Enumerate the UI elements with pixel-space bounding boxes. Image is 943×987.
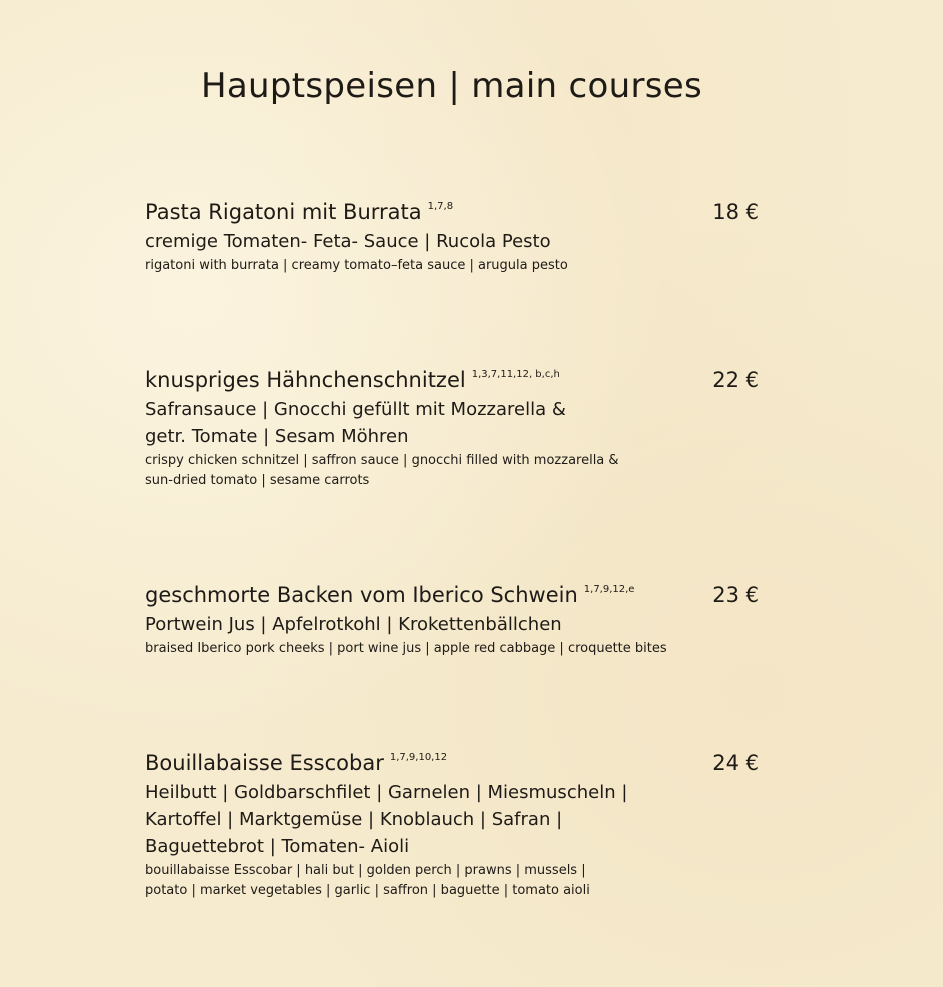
menu-item-bouillabaisse — [145, 749, 765, 901]
dish-description-en: rigatoni with burrata | creamy tomato–feta sauce | arugula pesto — [145, 258, 568, 273]
dish-description-de: cremige Tomaten- Feta- Sauce | Rucola Pesto — [145, 231, 551, 252]
dish-description-de: Safransauce | Gnocchi gefüllt mit Mozzarella & getr. Tomate | Sesam Möhren — [145, 399, 566, 447]
dish-price: 18 € — [712, 200, 759, 224]
menu-item-pasta-rigatoni — [145, 198, 765, 276]
allergen-codes: 1,7,8 — [427, 201, 454, 212]
dish-description-de: Portwein Jus | Apfelrotkohl | Krokettenbällchen — [145, 614, 562, 635]
allergen-codes: 1,3,7,11,12, b,c,h — [471, 369, 560, 380]
menu-item-haehnchenschnitzel — [145, 366, 765, 491]
dish-header — [145, 749, 765, 779]
dish-price: 24 € — [712, 751, 759, 775]
dish-name: Bouillabaisse Esscobar — [145, 751, 384, 775]
dish-description-en: crispy chicken schnitzel | saffron sauce | gnocchi filled with mozzarella & sun-dried tomato | sesame carrots — [145, 453, 619, 488]
menu-item-iberico-schwein — [145, 581, 765, 659]
dish-header — [145, 366, 765, 396]
dish-header — [145, 198, 765, 228]
dish-price: 23 € — [712, 583, 759, 607]
dish-header — [145, 581, 765, 611]
allergen-codes: 1,7,9,12,e — [583, 584, 635, 595]
page-title: Hauptspeisen | main courses — [200, 66, 702, 106]
dish-name: knuspriges Hähnchenschnitzel — [145, 368, 466, 392]
dish-description-en: bouillabaisse Esscobar | hali but | golden perch | prawns | mussels | potato | market vegetables | garlic | saffron | baguette | tomato aioli — [145, 863, 590, 898]
dish-price: 22 € — [712, 368, 759, 392]
dish-description-de: Heilbutt | Goldbarschfilet | Garnelen | Miesmuscheln | Kartoffel | Marktgemüse | Knoblauch | Safran | Baguettebrot | Tomaten- Aioli — [145, 782, 628, 857]
dish-name: geschmorte Backen vom Iberico Schwein — [145, 583, 578, 607]
allergen-codes: 1,7,9,10,12 — [389, 752, 448, 763]
dish-name: Pasta Rigatoni mit Burrata — [145, 200, 422, 224]
dish-description-en: braised Iberico pork cheeks | port wine jus | apple red cabbage | croquette bites — [145, 641, 667, 656]
